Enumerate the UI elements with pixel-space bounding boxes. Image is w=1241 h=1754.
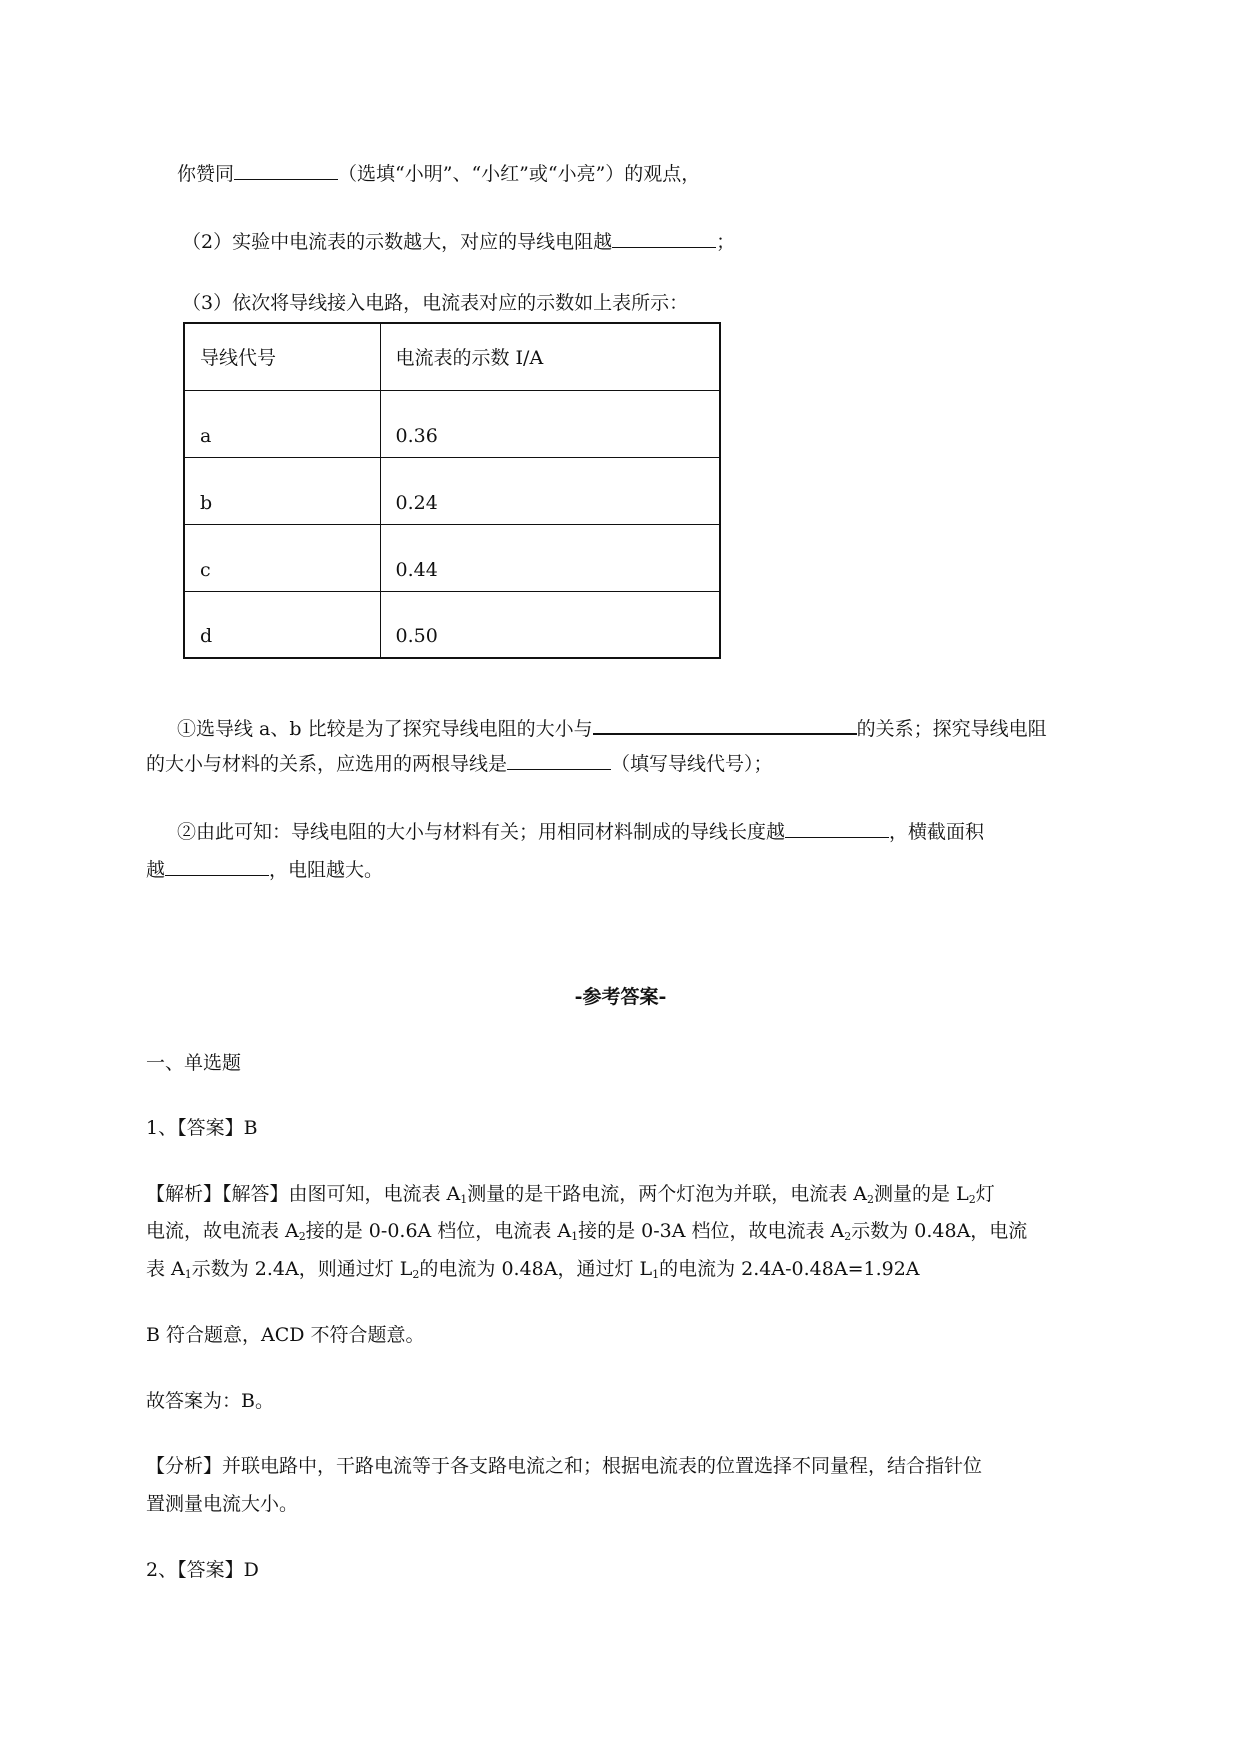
subscript: 2 xyxy=(844,1230,852,1243)
question-text: （3）依次将导线接入电路，电流表对应的示数如上表所示： xyxy=(182,292,689,314)
answer-blank[interactable] xyxy=(612,225,716,248)
subscript: 2 xyxy=(867,1193,875,1206)
question-text: 你赞同 xyxy=(177,163,235,185)
explanation-text: 【解析】【解答】由图可知，电流表 A xyxy=(146,1183,461,1205)
subscript: 2 xyxy=(298,1230,306,1243)
table-row xyxy=(184,524,720,591)
table-row xyxy=(184,591,720,658)
table-header-cell: 电流表的示数 I/A xyxy=(380,323,720,390)
explanation-text: 示数为 2.4A，则通过灯 L xyxy=(191,1258,413,1280)
explanation-text: 测量的是 L xyxy=(874,1183,969,1205)
conclusion-text: B 符合题意，ACD 不符合题意。 xyxy=(146,1324,425,1346)
table-cell: a xyxy=(184,390,380,457)
table-cell: 0.24 xyxy=(380,457,720,524)
subscript: 1 xyxy=(652,1268,660,1281)
question-text: ，电阻越大。 xyxy=(269,859,384,881)
explanation-text: 接的是 0-3A 档位，故电流表 A xyxy=(578,1220,845,1242)
question-text: ②由此可知：导线电阻的大小与材料有关；用相同材料制成的导线长度越 xyxy=(177,821,786,843)
table-cell: 0.36 xyxy=(380,390,720,457)
table-row xyxy=(184,457,720,524)
question-text: 的关系；探究导线电阻 xyxy=(856,718,1047,740)
section-title: 一、单选题 xyxy=(146,1052,242,1074)
explanation-text: 表 A xyxy=(146,1258,185,1280)
explanation-line xyxy=(146,1256,920,1282)
question-text: ； xyxy=(716,231,736,253)
question-text-line xyxy=(177,711,1047,742)
answer-blank[interactable] xyxy=(165,853,269,876)
explanation-line xyxy=(146,1218,1027,1244)
table-cell: 0.50 xyxy=(380,591,720,658)
question-text-line xyxy=(177,815,984,845)
explanation-text: 接的是 0-0.6A 档位，电流表 A xyxy=(305,1220,572,1242)
question-text-line xyxy=(177,157,700,187)
explanation-text: 灯 xyxy=(975,1183,995,1205)
table-header-cell: 导线代号 xyxy=(184,323,380,390)
answer-label: 2、【答案】D xyxy=(146,1559,259,1581)
table-cell: 0.44 xyxy=(380,524,720,591)
subscript: 1 xyxy=(184,1268,192,1281)
question-text-line xyxy=(146,747,773,777)
table-cell: b xyxy=(184,457,380,524)
question-text: （2）实验中电流表的示数越大，对应的导线电阻越 xyxy=(182,231,613,253)
answer-label: 1、【答案】B xyxy=(146,1117,258,1139)
table-cell: c xyxy=(184,524,380,591)
question-text: （选填“小明”、“小红”或“小亮”）的观点， xyxy=(338,163,701,185)
question-text-line xyxy=(146,853,383,883)
analysis-line: 置测量电流大小。 xyxy=(146,1493,299,1515)
explanation-text: 的电流为 0.48A，通过灯 L xyxy=(419,1258,653,1280)
question-text: ，横截面积 xyxy=(889,821,985,843)
answer-blank[interactable] xyxy=(234,157,338,180)
explanation-text: 测量的是干路电流，两个灯泡为并联，电流表 A xyxy=(467,1183,868,1205)
question-text: 的大小与材料的关系，应选用的两根导线是 xyxy=(146,753,508,775)
subscript: 1 xyxy=(460,1193,468,1206)
subscript: 2 xyxy=(968,1193,976,1206)
question-text-line xyxy=(182,225,735,255)
question-text-line xyxy=(182,290,688,316)
data-table xyxy=(183,322,721,659)
table-row xyxy=(184,390,720,457)
table-cell: d xyxy=(184,591,380,658)
explanation-text: 电流，故电流表 A xyxy=(146,1220,299,1242)
subscript: 2 xyxy=(412,1268,420,1281)
explanation-text: 的电流为 2.4A-0.48A=1.92A xyxy=(659,1258,920,1280)
answer-blank[interactable] xyxy=(507,747,611,770)
analysis-line: 【分析】并联电路中，干路电流等于各支路电流之和；根据电流表的位置选择不同量程，结合指针位 xyxy=(146,1455,983,1477)
question-text: （填写导线代号）； xyxy=(611,753,773,775)
answer-blank[interactable] xyxy=(785,815,889,838)
table-header-row xyxy=(184,323,720,390)
question-text: 越 xyxy=(146,859,166,881)
answers-heading: -参考答案- xyxy=(574,986,667,1008)
question-text: ①选导线 a、b 比较是为了探究导线电阻的大小与 xyxy=(177,718,593,740)
answer-blank[interactable] xyxy=(593,711,857,735)
explanation-text: 示数为 0.48A，电流 xyxy=(851,1220,1028,1242)
explanation-line xyxy=(146,1181,995,1207)
subscript: 1 xyxy=(571,1230,579,1243)
final-answer-text: 故答案为：B。 xyxy=(146,1390,274,1412)
